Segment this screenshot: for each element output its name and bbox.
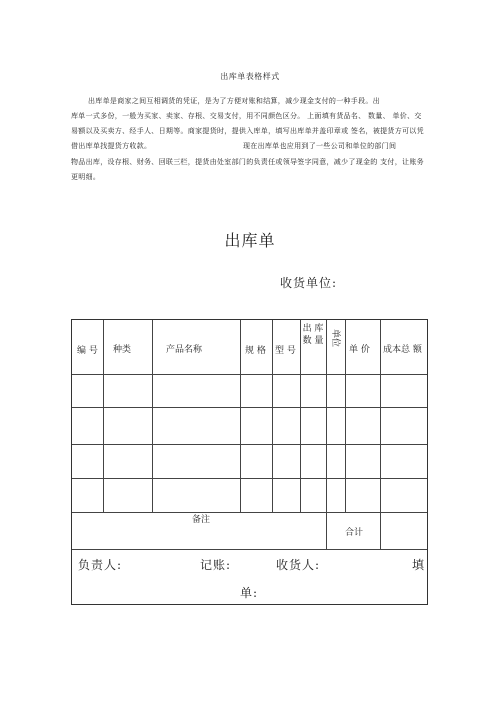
intro-line: 易额以及买卖方、经手人、日期等。商家提货时，提供入库单，填写出库单并盖印章或 签名，被提货方可以凭 [71,127,424,135]
intro-line: 库单一式多份，一般为买家、卖家、存根、交易支付，用不同颜色区分。 上面填有货品名、 数量、 单价、交 [71,112,422,120]
column-divider [240,320,241,512]
header-out-quantity [300,323,326,347]
column-divider [345,320,346,512]
filler-label-part1: 填 [412,558,426,572]
header-out-quantity-line: 数 量 [302,336,324,346]
bookkeeper-label: 记账: [200,558,232,572]
responsible-person-label: 负责人: [78,558,123,572]
column-divider [152,320,153,512]
filler-label-part2: 单: [240,586,259,600]
header-unit: 单位 [330,329,340,348]
intro-paragraph [71,94,433,154]
receiving-unit-label: 收货单位: [280,276,338,290]
column-divider [326,320,327,549]
header-out-quantity-line: 出 库 [302,324,324,334]
intro-line [71,139,433,154]
form-title: 出库单 [224,231,276,250]
header-product-name: 产品名称 [166,345,203,355]
column-divider [300,320,301,512]
intro-line: 出库单是商家之间互相调货的凭证，是为了方便对账和结算，减少现金支付的一种手段。出 [88,97,380,105]
header-total-cost: 成本总 额 [383,345,422,355]
delivery-order-table [71,319,428,605]
intro-paragraph-continued [71,155,433,185]
row-divider [72,407,427,408]
intro-line: 物品出库，设存根、财务、回联三栏，提货由处室部门的负责任或领导签字同意，减少了现金的 支付，让账务 [71,158,424,166]
header-spec: 规 格 [245,346,266,356]
header-category: 种类 [113,345,132,355]
row-divider [72,512,427,513]
intro-line-part: 借出库单找提货方收款。 [71,142,152,150]
intro-line: 更明细。 [71,173,101,181]
column-divider [272,320,273,512]
row-divider [72,549,427,550]
column-divider [103,320,104,512]
column-divider [380,320,381,549]
row-divider [72,478,427,479]
row-divider [72,444,427,445]
total-label: 合计 [345,528,364,538]
receiver-label: 收货人: [276,558,321,572]
remark-label: 备注 [192,515,211,525]
header-unit-price: 单 价 [349,345,370,355]
header-serial: 编 号 [77,346,98,356]
intro-line-part: 现在出库单也应用到了一些公司和单位的部门间 [243,142,397,150]
row-divider [72,374,427,375]
header-model: 型 号 [275,346,296,356]
document-title: 出库单表格样式 [220,72,280,81]
